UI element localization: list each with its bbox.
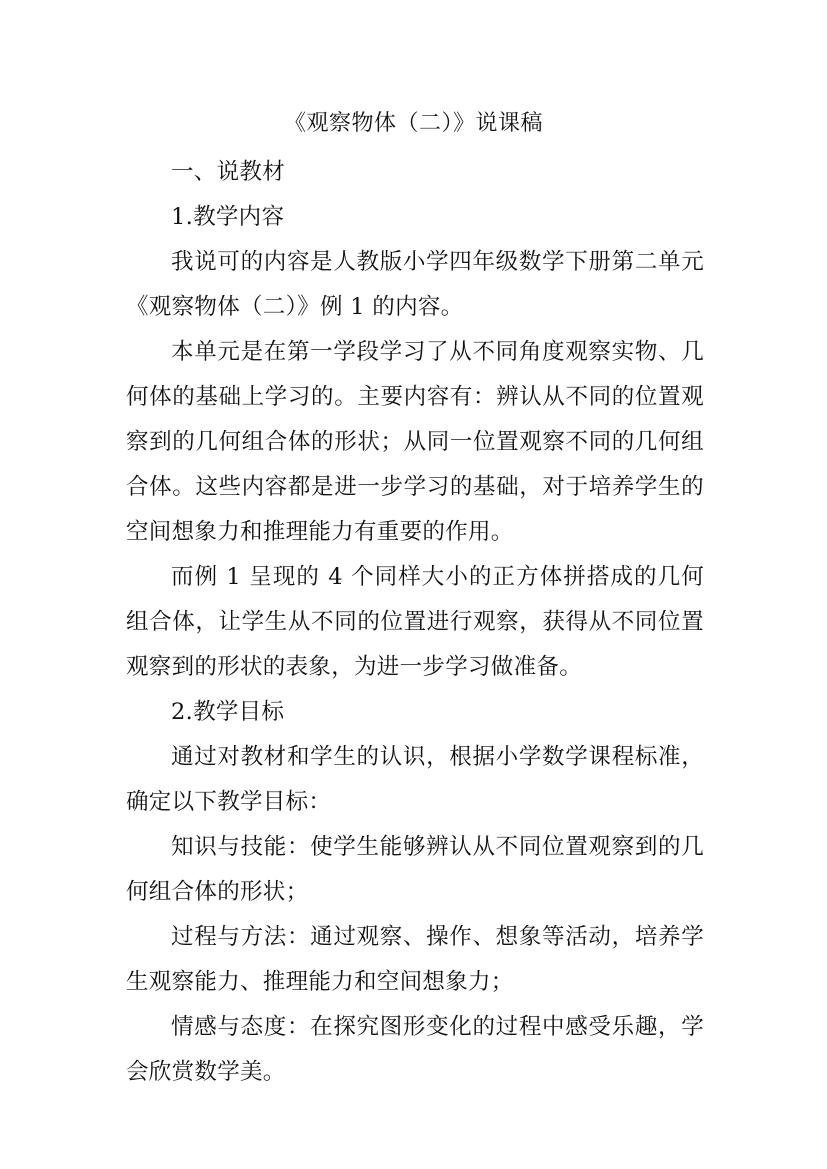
- paragraph-goals-intro: 通过对教材和学生的认识，根据小学数学课程标准，确定以下教学目标：: [126, 744, 704, 815]
- document-title: 《观察物体（二）》说课稿: [283, 111, 543, 136]
- paragraph-content-intro: 我说可的内容是人教版小学四年级数学下册第二单元《观察物体（二）》例 1 的内容。: [126, 249, 704, 320]
- paragraph-goal-knowledge: 知识与技能：使学生能够辨认从不同位置观察到的几何组合体的形状；: [126, 834, 704, 905]
- document-body: [126, 150, 704, 1095]
- subheading-teaching-goals: 2.教学目标: [171, 699, 285, 725]
- section-heading-teaching-material: 一、说教材: [171, 159, 286, 185]
- paragraph-goal-attitude: 情感与态度：在探究图形变化的过程中感受乐趣，学会欣赏数学美。: [126, 1014, 704, 1085]
- subheading-teaching-content: 1.教学内容: [171, 204, 285, 230]
- paragraph-unit-overview: 本单元是在第一学段学习了从不同角度观察实物、几何体的基础上学习的。主要内容有：辨认从不同的位置观察到的几何组合体的形状；从同一位置观察不同的几何组合体。这些内容都是进一步学习的基础，对于培养学生的空间想象力和推理能力有重要的作用。: [126, 339, 704, 545]
- paragraph-example-one: 而例 1 呈现的 4 个同样大小的正方体拼搭成的几何组合体，让学生从不同的位置进行观察，获得从不同位置观察到的形状的表象，为进一步学习做准备。: [126, 564, 704, 680]
- paragraph-goal-process: 过程与方法：通过观察、操作、想象等活动，培养学生观察能力、推理能力和空间想象力；: [126, 924, 704, 995]
